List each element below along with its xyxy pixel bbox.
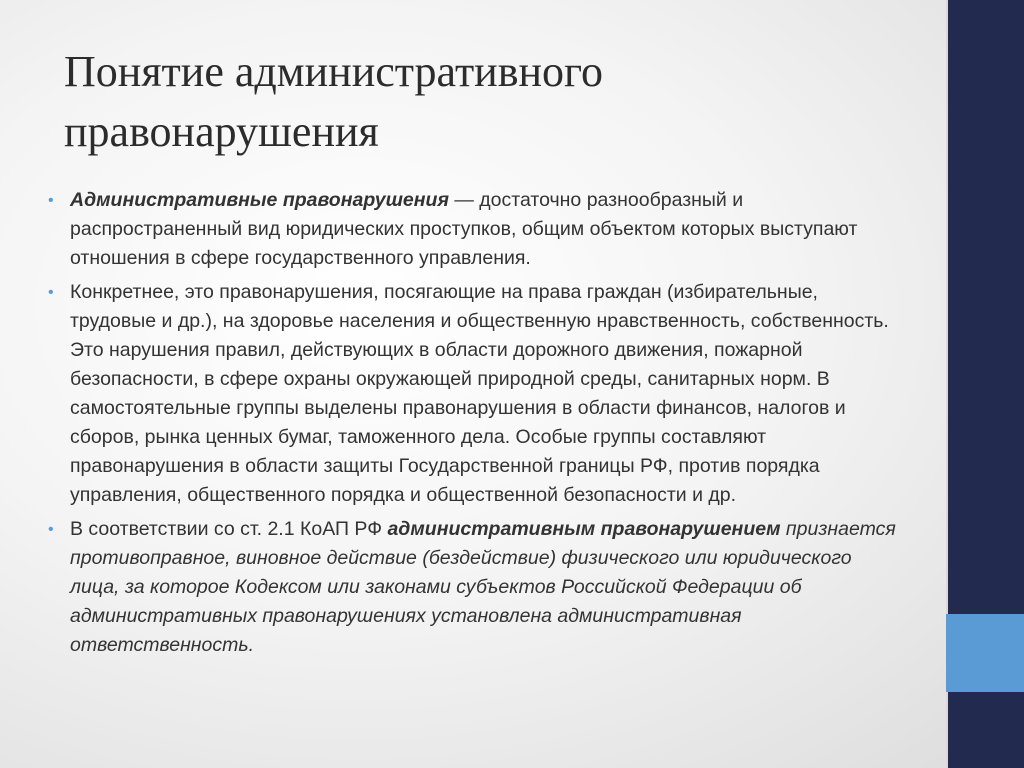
bullet-item bbox=[48, 515, 898, 660]
bullet-term: административным правонарушением bbox=[387, 518, 781, 540]
bullet-term: Административные правонарушения bbox=[70, 189, 449, 211]
slide-title: Понятие административного правонарушения bbox=[64, 47, 603, 156]
accent-block bbox=[946, 614, 1024, 692]
bullet-icon: • bbox=[48, 521, 54, 538]
bullet-item bbox=[48, 278, 898, 510]
bullet-text: Конкретнее, это правонарушения, посягающие на права граждан (избирательные, трудовые и др.), на здоровье населения и общественную нравственность, собственность. Это нарушения правил, действующих в области дорожного движения, пожарной безопасности, в сфере охраны окружающей природной среды, санитарных норм. В самостоятельные группы выделены правонарушения в области финансов, налогов и сборов, рынка ценных бумаг, таможенного дела. Особые группы составляют правонарушения в области защиты Государственной границы РФ, против порядка управления, общественного порядка и общественной безопасности и др. bbox=[70, 281, 889, 506]
bullet-text: признается противоправное, виновное действие (бездействие) физического или юридического лица, за которое Кодексом или законами субъектов Российской Федерации об административных правонарушениях установлена административная ответственность. bbox=[70, 518, 896, 656]
bullet-list bbox=[48, 186, 898, 665]
bullet-icon: • bbox=[48, 192, 54, 209]
bullet-text: — достаточно разнообразный и распространенный вид юридических проступков, общим объектом которых выступают отношения в сфере государственного управления. bbox=[70, 189, 858, 269]
bullet-prefix: В соответствии со ст. 2.1 КоАП РФ bbox=[70, 518, 388, 540]
bullet-icon: • bbox=[48, 284, 54, 301]
bullet-item bbox=[48, 186, 898, 273]
